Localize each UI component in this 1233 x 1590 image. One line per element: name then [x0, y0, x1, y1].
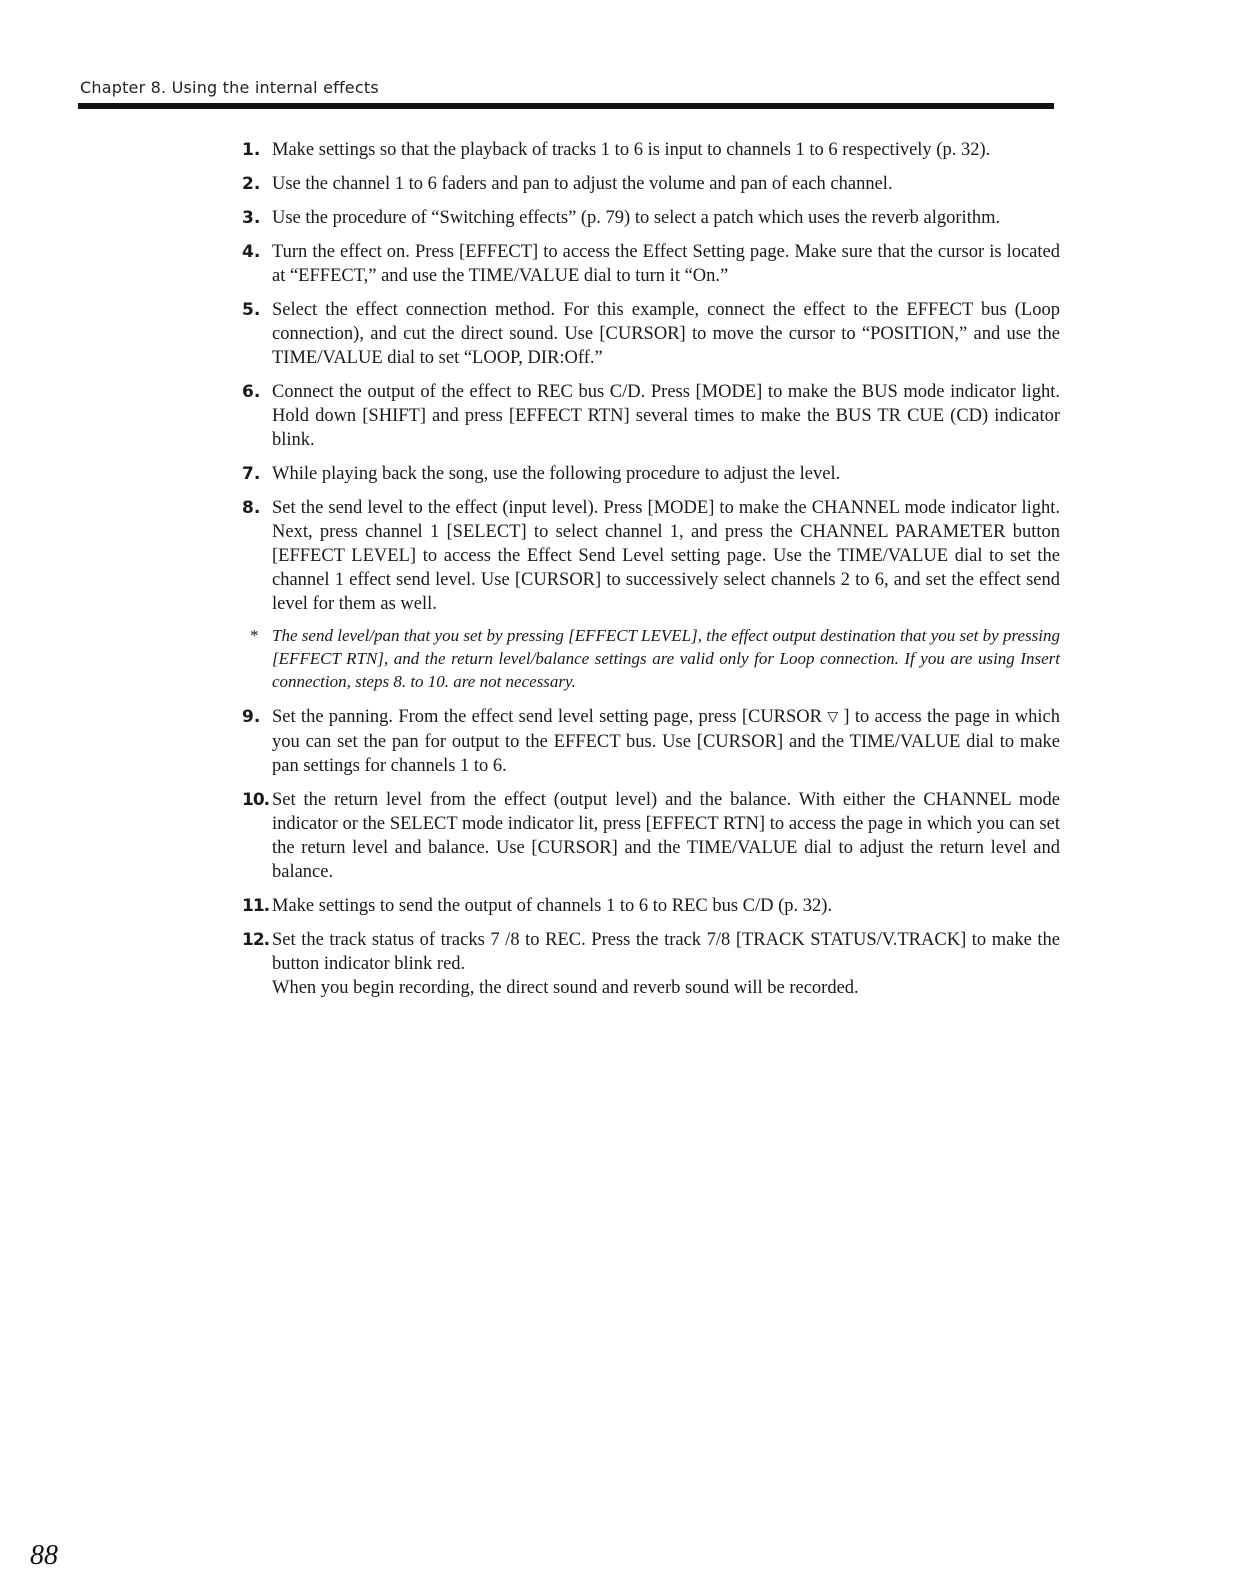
step-number: 4. [242, 242, 261, 262]
step-12 [242, 928, 1060, 1000]
step-number: 10. [242, 790, 270, 810]
step-text: Make settings to send the output of channels 1 to 6 to REC bus C/D (p. 32). [272, 896, 833, 916]
step-8 [242, 496, 1060, 616]
down-triangle-icon: ▽ [827, 710, 839, 725]
step-5 [242, 298, 1060, 370]
step-number: 3. [242, 208, 261, 228]
step-text: While playing back the song, use the following procedure to adjust the level. [272, 464, 841, 484]
step-text: Use the channel 1 to 6 faders and pan to adjust the volume and pan of each channel. [272, 174, 893, 194]
step-trailing-text: When you begin recording, the direct sound and reverb sound will be recorded. [272, 978, 859, 998]
step-2 [242, 172, 1060, 196]
step-9 [242, 705, 1060, 778]
note-asterisk: * [250, 626, 259, 645]
step-4 [242, 240, 1060, 288]
step-text: Connect the output of the effect to REC bus C/D. Press [MODE] to make the BUS mode indicator light. Hold down [SHIFT] and press [EFFECT RTN] several times to make the BUS TR CUE (CD) indicator blink. [272, 382, 1060, 450]
chapter-header: Chapter 8. Using the internal effects [80, 78, 379, 97]
step-text-part: ] to access the page in which you can set the pan for output to the EFFECT bus. Use [CURSOR] and the TIME/VALUE dial to make pan settings for channels 1 to 6. [272, 707, 1061, 776]
step-text: Set the return level from the effect (output level) and the balance. With either the CHANNEL mode indicator or the SELECT mode indicator lit, press [EFFECT RTN] to access the page in which you can set the return level and balance. Use [CURSOR] and the TIME/VALUE dial to adjust the return level and balance. [272, 790, 1060, 882]
step-number: 7. [242, 464, 261, 484]
step-10 [242, 788, 1060, 884]
step-text: Select the effect connection method. For this example, connect the effect to the EFFECT bus (Loop connection), and cut the direct sound. Use [CURSOR] to move the cursor to “POSITION,” and use the TIME/VALUE dial to set “LOOP, DIR:Off.” [272, 300, 1060, 368]
step-text: Set the track status of tracks 7 /8 to REC. Press the track 7/8 [TRACK STATUS/V.TRACK] to make the button indicator blink red. [272, 930, 1060, 974]
note [242, 624, 1060, 693]
step-text-part: Set the panning. From the effect send level setting page, press [CURSOR [272, 707, 823, 727]
step-7 [242, 462, 1060, 486]
step-number: 6. [242, 382, 261, 402]
steps-list [242, 138, 1060, 1010]
step-number: 2. [242, 174, 261, 194]
step-text: Turn the effect on. Press [EFFECT] to access the Effect Setting page. Make sure that the cursor is located at “EFFECT,” and use the TIME/VALUE dial to turn it “On.” [272, 242, 1060, 286]
step-11 [242, 894, 1060, 918]
step-1 [242, 138, 1060, 162]
step-number: 1. [242, 140, 261, 160]
header-rule [78, 103, 1054, 109]
note-text: The send level/pan that you set by pressing [EFFECT LEVEL], the effect output destination that you set by pressing [EFFECT RTN], and the return level/balance settings are valid only for Loop connection. If you are using Insert connection, steps 8. to 10. are not necessary. [272, 626, 1060, 691]
page-number: 88 [30, 1540, 58, 1571]
step-3 [242, 206, 1060, 230]
step-text: Make settings so that the playback of tracks 1 to 6 is input to channels 1 to 6 respectively (p. 32). [272, 140, 991, 160]
step-6 [242, 380, 1060, 452]
step-number: 12. [242, 930, 270, 950]
step-text: Use the procedure of “Switching effects” (p. 79) to select a patch which uses the reverb algorithm. [272, 208, 1001, 228]
step-number: 8. [242, 498, 261, 518]
step-number: 5. [242, 300, 261, 320]
step-number: 11. [242, 896, 270, 916]
step-text: Set the send level to the effect (input level). Press [MODE] to make the CHANNEL mode indicator light. Next, press channel 1 [SELECT] to select channel 1, and press the CHANNEL PARAMETER button [EFFECT LEVEL] to access the Effect Send Level setting page. Use the TIME/VALUE dial to set the channel 1 effect send level. Use [CURSOR] to successively select channels 2 to 6, and set the effect send level for them as well. [272, 498, 1060, 614]
step-number: 9. [242, 707, 261, 727]
